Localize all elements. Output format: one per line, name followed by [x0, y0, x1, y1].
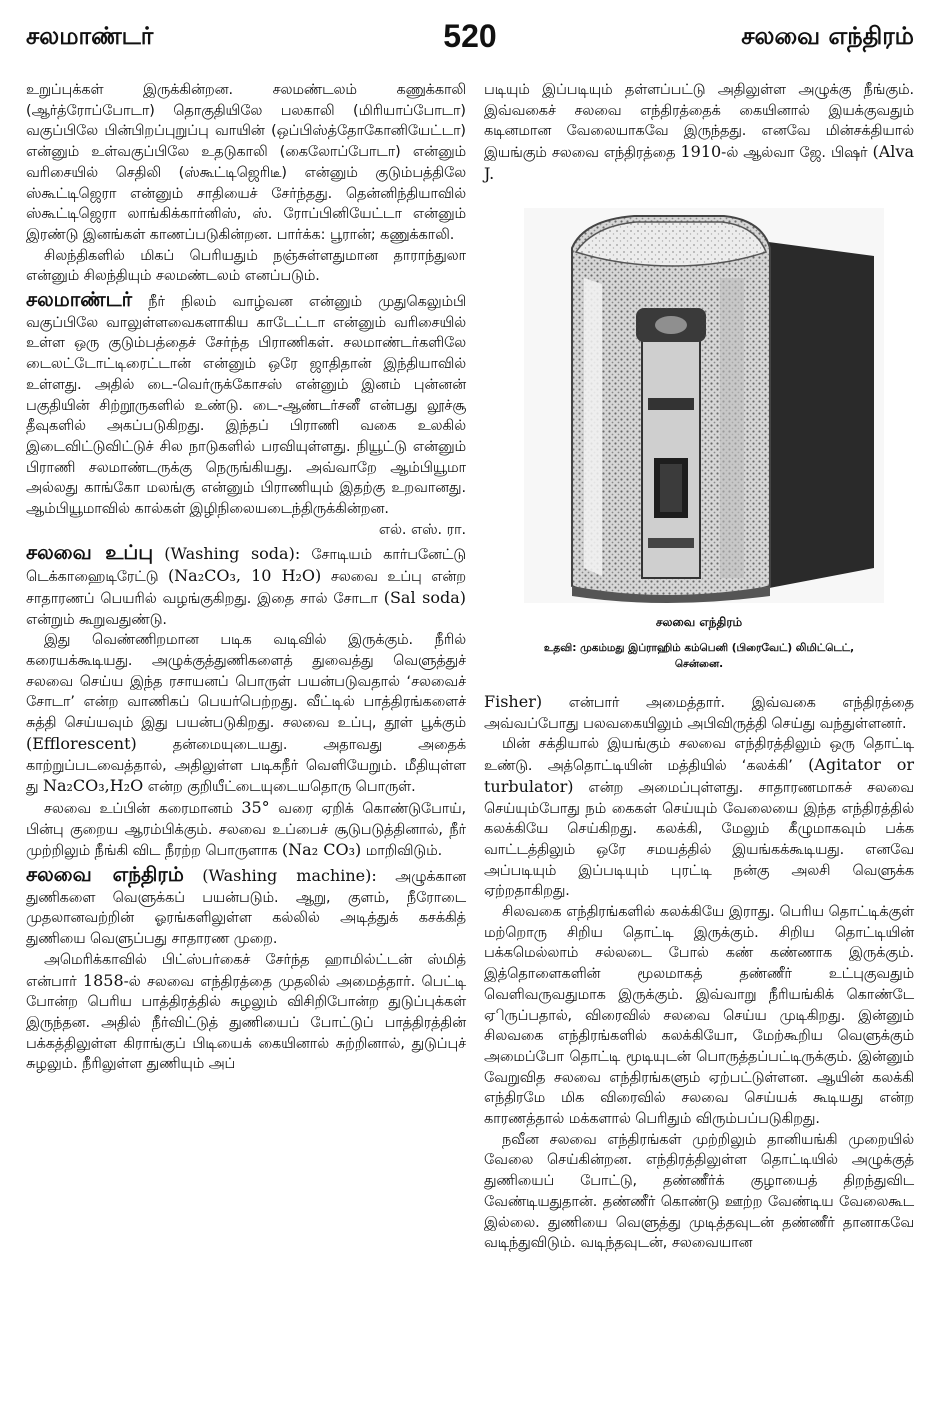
paragraph-text: சலவை உப்பின் கரைமானம் [44, 800, 242, 817]
latin-term: (Efflorescent) [26, 733, 137, 753]
entry-text: சோடியம் கார்பனேட்டு டெக்காஹைடிரேட்டு [26, 547, 466, 586]
figure-credit-line: சென்னை. [674, 658, 724, 670]
paragraph [484, 692, 914, 734]
temperature: 35° [241, 797, 270, 817]
entry-washing-machine [26, 864, 466, 950]
chemical-formula: (Na₂CO₃, 10 H₂O) [167, 566, 322, 586]
latin-term: (Washing soda): [164, 544, 301, 564]
paragraph-text: வரை ஏறிக் கொண்டுபோய், பின்பு குறைய ஆரம்பிக்கும். சலவை உப்பைச் சூடுபடுத்தினால், நீர் முற்றிலும் நீங்கி விட நீரற்ற பொருளாக [26, 800, 466, 860]
figure-credit-line: உதவி: முகம்மது இப்ராஹிம் கம்பெனி (பிரைவேட்) லிமிட்டெட், [543, 642, 855, 654]
header-left-guideword: சலமாண்டர் [26, 22, 154, 50]
paragraph-text: என்பார் அமைத்தார். இவ்வகை எந்திரத்தை அவ்வப்போது பலவகையிலும் அபிவிருத்தி செய்து வந்துள்ளனர். [484, 695, 914, 732]
entry-text: அழுக்கான துணிகளை வெளுக்கப் பயன்படும். ஆறு, குளம், நீரோடை முதலானவற்றின் ஓரங்களிலுள்ள கல்லில் அடித்துக் கசக்கித் துணியை வெளுப்பது சாதாரண முறை. [26, 869, 466, 948]
right-column-top [484, 80, 914, 200]
figure-caption: சலவை எந்திரம் [655, 615, 743, 629]
paragraph-text: மின் சக்தியால் இயங்கும் சலவை எந்திரத்திலும் ஒரு தொட்டி உண்டு. அத்தொட்டியின் மத்தியில் ‘கலக்கி’ [484, 736, 914, 775]
entry-title: சலமாண்டர் [26, 287, 133, 312]
paragraph: சிலந்திகளில் மிகப் பெரியதும் நஞ்சுள்ளதுமான தாராந்துலா என்னும் சிலந்தியும் சலமண்டலம் எனப்படும். [26, 247, 466, 285]
paragraph-text: தன்மையுடையது. அதாவது அதைக் காற்றுப்படவைத்தால், அதிலுள்ள படிகநீர் வெளியேறும். மீதியுள்ள து [26, 736, 466, 796]
paragraph-text: இது வெண்ணிறமான படிக வடிவில் இருக்கும். நீரில் கரையக்கூடியது. அழுக்குத்துணிகளைத் துவைத்து வெளுத்துச் சலவை செய்ய இந்த ரசாயனப் பொருள் பயன்படுவதால் ‘சலவைச் சோடா’ என்ற வாணிகப் பெயர்பெற்றது. வீட்டில் பாத்திரங்களைச் சுத்தி செய்யவும் இது பயன்படுகிறது. சலவை உப்பு, தூள் பூக்கும் [26, 632, 466, 732]
paragraph-text: என்ற குறியீட்டையுடையதொரு பொருள். [143, 779, 416, 796]
chemical-formula: (Na₂ CO₃) [281, 840, 362, 860]
chemical-formula: Na₂CO₃,H₂O [42, 776, 144, 796]
paragraph-text: -ல் சலவை எந்திரத்தை முதலில் அமைத்தார். பெட்டி போன்ற பெரிய பாத்திரத்தில் சுழலும் விசிறிபோன்ற துடுப்புக்கள் இருந்தன. அதில் நீர்விட்டுத் துணியைப் போட்டுப் பாத்திரத்தின் பக்கத்திலுள்ள கிராங்குப் பிடியைக் கையினால் சுற்றினால், துடுப்புச் சுழலும். நீரிலுள்ள துணியும் அப் [26, 973, 466, 1073]
paragraph [484, 734, 914, 902]
paragraph-text: -ல் ஆல்வா ஜே. பிஷர் [721, 145, 873, 162]
header-right-guideword: சலவை எந்திரம் [741, 22, 914, 50]
latin-term: (Agitator or turbulator) [484, 755, 915, 796]
paragraph: சிலவகை எந்திரங்களில் கலக்கியே இராது. பெரிய தொட்டிக்குள் மற்றொரு சிறிய தொட்டி இருக்கும். சிறிய தொட்டியின் பக்கமெல்லாம் சல்லடை போல் கண் கண்ணாக இருக்கும். இத்தொளைகளின் மூலமாகத் தண்ணீர் உட்புகுவதும் வெளிவருவதுமாக இருக்கும். இவ்வாறு நீரியங்கிக் கொண்டே ஏிருப்பதால், விரைவில் சலவை செய்ய முடிகிறது. இன்னும் சிலவகை எந்திரங்களில் கலக்கியோ, மேற்கூறிய வெளுக்கும் அமைப்போ தொட்டி மூடியுடன் பொருத்தப்பட்டிருக்கும். இன்னும் வேறுவித சலவை எந்திரங்களும் ஏற்பட்டுள்ளன. ஆயின் கலக்கி எந்திரமே மிக விரைவில் சலவை செய்யக் கூடியது என்ற காரணத்தால் மக்களால் பெரிதும் விரும்பப்படுகிறது. [484, 904, 914, 1128]
right-column-bottom [484, 692, 914, 1254]
paragraph [484, 80, 914, 186]
paragraph-text: மாறிவிடும். [361, 843, 443, 860]
year: 1910 [680, 142, 722, 162]
figure-credit [484, 640, 914, 672]
year: 1858 [82, 970, 124, 990]
entry-salamander [26, 289, 466, 520]
latin-term: (Sal soda) [383, 587, 466, 607]
paragraph-text: படியும் இப்படியும் தள்ளப்பட்டு அதிலுள்ள அழுக்கு நீங்கும். இவ்வகைச் சலவை எந்திரத்தைக் கையினால் இயக்குவதும் கடினமான வேலையாகவே இருந்தது. எனவே மின்சக்தியால் இயங்கும் சலவை எந்திரத்தை [484, 82, 914, 162]
entry-title: சலவை எந்திரம் [26, 862, 184, 887]
paragraph [26, 798, 466, 862]
paragraph-text: அமெரிக்காவில் பிட்ஸ்பர்கைச் சேர்ந்த ஹாமில்ட்டன் ஸ்மித் என்பார் [26, 951, 466, 990]
paragraph-text: என்ற அமைப்புள்ளது. சாதாரணமாகச் சலவை செய்யும்போது நம் கைகள் செய்யும் வேலையை இந்த எந்திரத்தில் கலக்கியே செய்கிறது. கலக்கி, மேலும் கீழுமாகவும் பக்க வாட்டத்திலும் ஒரே சமயத்தில் இயங்கக்கூடியது. எனவே அப்படியும் இப்படியும் புரட்டி நன்கு அலசி வெளுக்க ஏற்றதாகிறது. [484, 779, 914, 900]
paragraph: நவீன சலவை எந்திரங்கள் முற்றிலும் தானியங்கி முறையில் வேலை செய்கின்றன. எந்திரத்திலுள்ள தொட்டியில் அழுக்குத் துணியைப் போட்டு, தண்ணீர்க் குழாயைத் திறந்துவிட வேண்டியதுதான். தண்ணீர் கொண்டு ஊற்ற வேண்டிய வேலைகூட இல்லை. துணியை வெளுத்து முடித்தவுடன் தண்ணீர் தானாகவே வடிந்துவிடும். வடிந்தவுடன், சலவையான [484, 1131, 914, 1252]
washing-machine-illustration [524, 208, 884, 603]
entry-text: என்றும் கூறுவதுண்டு. [26, 611, 167, 628]
page-number: 520 [443, 18, 497, 54]
latin-term: (Washing machine): [202, 866, 377, 886]
left-column [26, 80, 466, 1075]
washing-machine-figure [484, 208, 914, 678]
paragraph [26, 630, 466, 798]
latin-term: Fisher) [484, 692, 543, 711]
latin-term: (Alva J. [484, 142, 914, 183]
paragraph [26, 950, 466, 1075]
author-signature: எல். எஸ். ரா. [378, 521, 466, 538]
entry-text: சலவை உப்பு என்ற சாதாரணப் பெயரில் வழங்குகிறது. இதை சால் சோடா [26, 569, 466, 607]
entry-washing-soda [26, 542, 466, 630]
page-header [26, 18, 914, 66]
entry-text: நீர் நிலம் வாழ்வன என்னும் முதுகெலும்பி வகுப்பிலே வாலுள்ளவைகளாகிய காடேட்டா என்னும் வரிசையில் உள்ள ஒரு குடும்பத்தைச் சேர்ந்த பிராணிகள். சலமாண்டர்களிலே டைலட்டோட்டிரைட்டான் என்னும் ஒரே ஜாதிதான் இந்தியாவில் உள்ளது. அதில் டை-வெர்ருக்கோசஸ் என்னும் இனம் புன்னன் பகுதியின் சிற்றூருகளில் உண்டு. டை-ஆண்டர்சனீ என்பது லூச்சூ தீவுகளில் அகப்படுகிறது. இந்தப் பிராணி வகை உலகில் இடைவிட்டுவிட்டுச் சில நாடுகளில் பரவியுள்ளது. நியூட்டு என்னும் பிராணி சலமாண்டருக்கு நெருங்கியது. அவ்வாறே ஆம்பியூமா அல்லது காங்கோ மலங்கு என்னும் பிராணியும் இதற்கு உறவானது. ஆம்பியூமாவில் கால்கள் இழிநிலையடைந்திருக்கின்றன. [26, 294, 466, 518]
entry-title: சலவை உப்பு [26, 540, 154, 565]
paragraph: உறுப்புக்கள் இருக்கின்றன. சலமண்டலம் கணுக்காலி (ஆர்த்ரோப்போடா) தொகுதியிலே பலகாலி (மிரியாப்போடா) வகுப்பிலே பின்பிறப்புறுப்பு வாயின் (ஒப்பிஸ்த்தோகோனியேட்டா) என்னும் உள்வகுப்பிலே உதடுகாலி (கைலோப்போடா) என்னும் வரிசையில் செதிலி (ஸ்கூட்டிஜெரிடீ) என்னும் குடும்பத்திலே ஸ்கூட்டிஜெரா என்னும் சாதியைச் சேர்ந்தது. தென்னிந்தியாவில் ஸ்கூட்டிஜெரா லாங்கிக்கார்னிஸ், ஸ். ரோப்பினியேட்டா என்னும் இரண்டு இனங்கள் காணப்படுகின்றன. பார்க்க: பூரான்; கணுக்காலி. [26, 82, 466, 243]
